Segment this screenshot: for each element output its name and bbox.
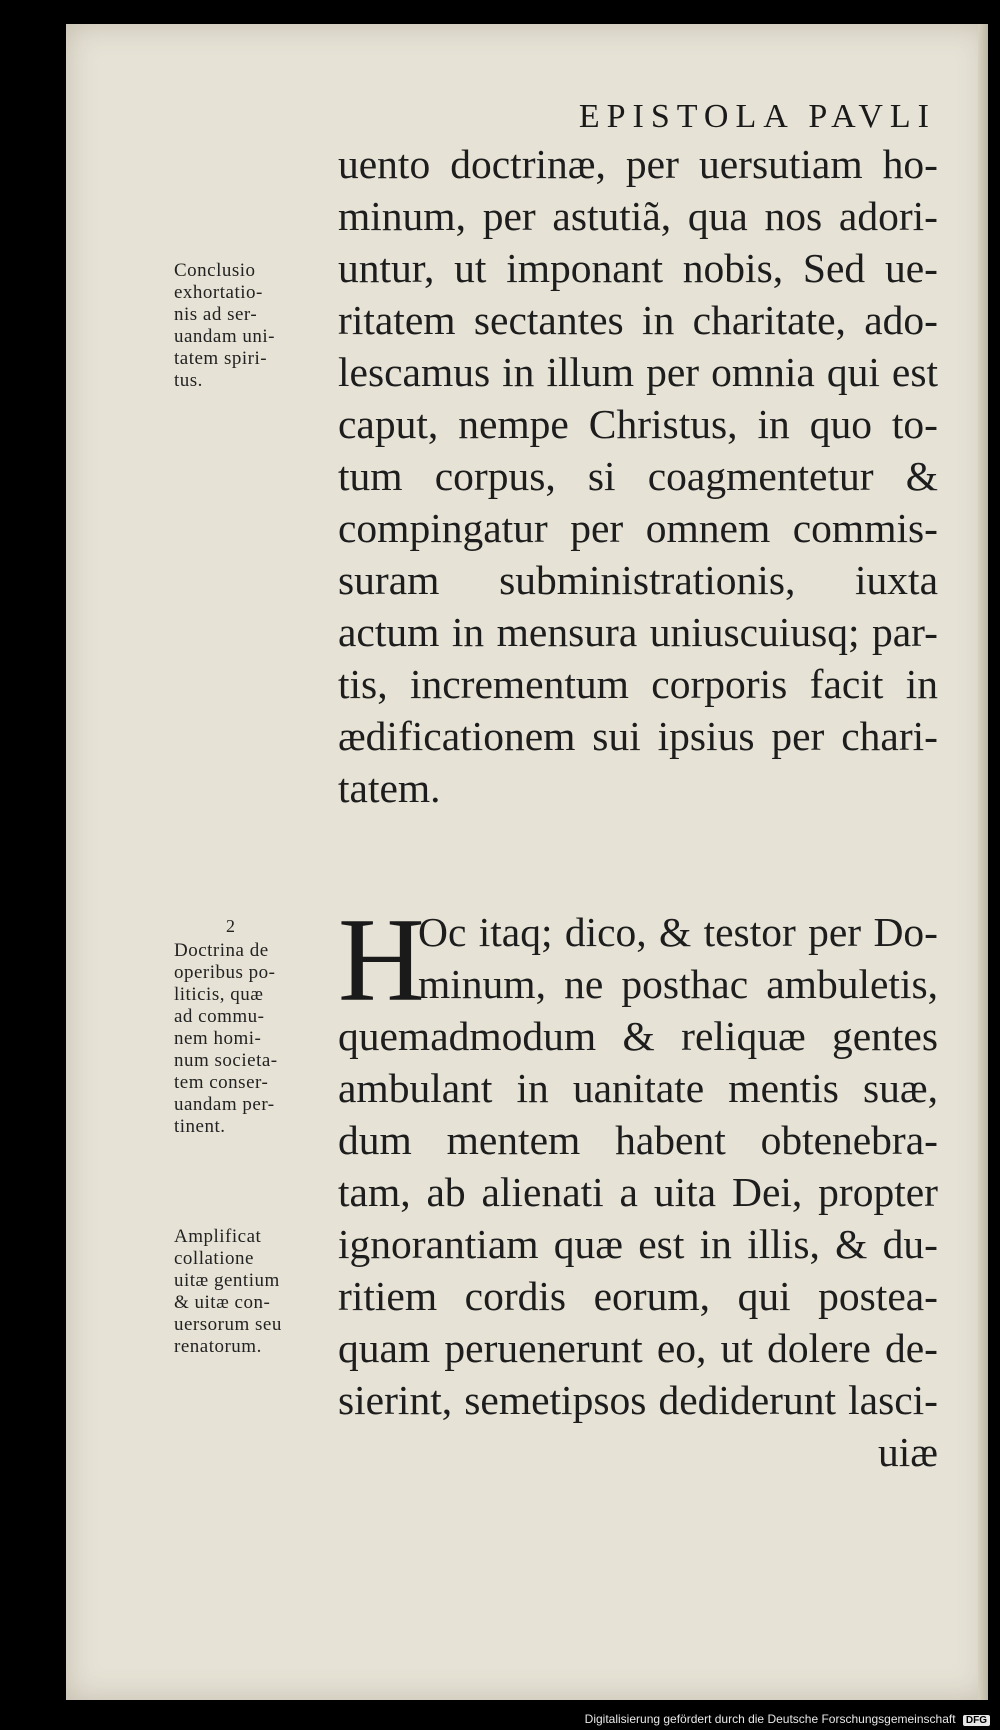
margin-note-line: uandam uni- — [174, 326, 276, 347]
margin-note-amplificat — [174, 1226, 324, 1358]
page-edge — [978, 24, 988, 1700]
margin-note-conclusio — [174, 260, 324, 392]
margin-note-line: tatem spiri- — [174, 348, 268, 369]
text-line: tis, incrementum corporis facit in — [338, 661, 938, 707]
text-line: tatem. — [338, 765, 441, 811]
running-title: EPISTOLA PAVLI — [578, 98, 936, 135]
text-line: uento doctrinæ, per uersutiam ho- — [338, 141, 938, 187]
margin-note-line: liticis, quæ — [174, 984, 264, 1005]
catchword: uiæ — [878, 1429, 938, 1475]
margin-note-line: ad commu- — [174, 1006, 265, 1027]
text-line: untur, ut imponant nobis, Sed ue- — [338, 245, 938, 291]
text-line: actum in mensura uniuscuiusq; par- — [338, 609, 938, 655]
margin-note-line: renatorum. — [174, 1336, 262, 1357]
text-line: suram subministrationis, iuxta — [338, 557, 938, 603]
text-line: tum corpus, si coagmentetur & — [338, 453, 938, 499]
text-line: Oc itaq; dico, & testor per Do- — [418, 909, 938, 955]
margin-note-line: exhortatio- — [174, 282, 263, 303]
margin-note-line: uandam per- — [174, 1094, 275, 1115]
text-line: compingatur per omnem commis- — [338, 505, 938, 551]
margin-note-line: Conclusio — [174, 260, 256, 281]
margin-note-line: nem homi- — [174, 1028, 262, 1049]
margin-note-line: num societa- — [174, 1050, 278, 1071]
margin-note-line: tus. — [174, 370, 203, 391]
footer-credit — [585, 1712, 990, 1726]
text-line: ritatem sectantes in charitate, ado- — [338, 297, 938, 343]
text-line: dum mentem habent obtenebra- — [338, 1117, 938, 1163]
text-line: caput, nempe Christus, in quo to- — [338, 401, 938, 447]
paragraph-1 — [338, 138, 938, 814]
margin-note-line: tinent. — [174, 1116, 226, 1137]
margin-note-line: operibus po- — [174, 962, 276, 983]
footer-credit-text: Digitalisierung gefördert durch die Deutsche Forschungsgemeinschaft — [584, 1712, 956, 1726]
margin-note-line: tem conser- — [174, 1072, 269, 1093]
text-line: ædificationem sui ipsius per chari- — [338, 713, 938, 759]
text-line: minum, ne posthac ambuletis, — [418, 961, 938, 1007]
margin-note-line: & uitæ con- — [174, 1292, 271, 1313]
text-line: quemadmodum & reliquæ gentes — [338, 1013, 938, 1059]
drop-cap: H — [338, 893, 425, 1026]
text-line: quam peruenerunt eo, ut dolere de- — [338, 1325, 938, 1371]
text-line: lescamus in illum per omnia qui est — [338, 349, 938, 395]
dfg-logo-icon: DFG — [963, 1715, 990, 1726]
margin-note-line: uitæ gentium — [174, 1270, 280, 1291]
section-marker: 2 — [226, 916, 235, 936]
margin-note-line: collatione — [174, 1248, 254, 1269]
margin-note-line: Doctrina de — [174, 940, 269, 961]
margin-note-line: Amplificat — [174, 1226, 262, 1247]
paragraph-2 — [338, 893, 938, 1478]
margin-note-line: nis ad ser- — [174, 304, 258, 325]
book-page — [66, 24, 988, 1700]
text-line: minum, per astutiã, qua nos adori- — [338, 193, 938, 239]
margin-note-doctrina — [174, 940, 324, 1138]
text-line: tam, ab alienati a uita Dei, propter — [338, 1169, 938, 1215]
text-line: ritiem cordis eorum, qui postea- — [338, 1273, 938, 1319]
text-line: ignorantiam quæ est in illis, & du- — [338, 1221, 938, 1267]
text-line: ambulant in uanitate mentis suæ, — [338, 1065, 938, 1111]
margin-note-line: uersorum seu — [174, 1314, 282, 1335]
text-line: sierint, semetipsos dediderunt lasci- — [338, 1377, 938, 1423]
